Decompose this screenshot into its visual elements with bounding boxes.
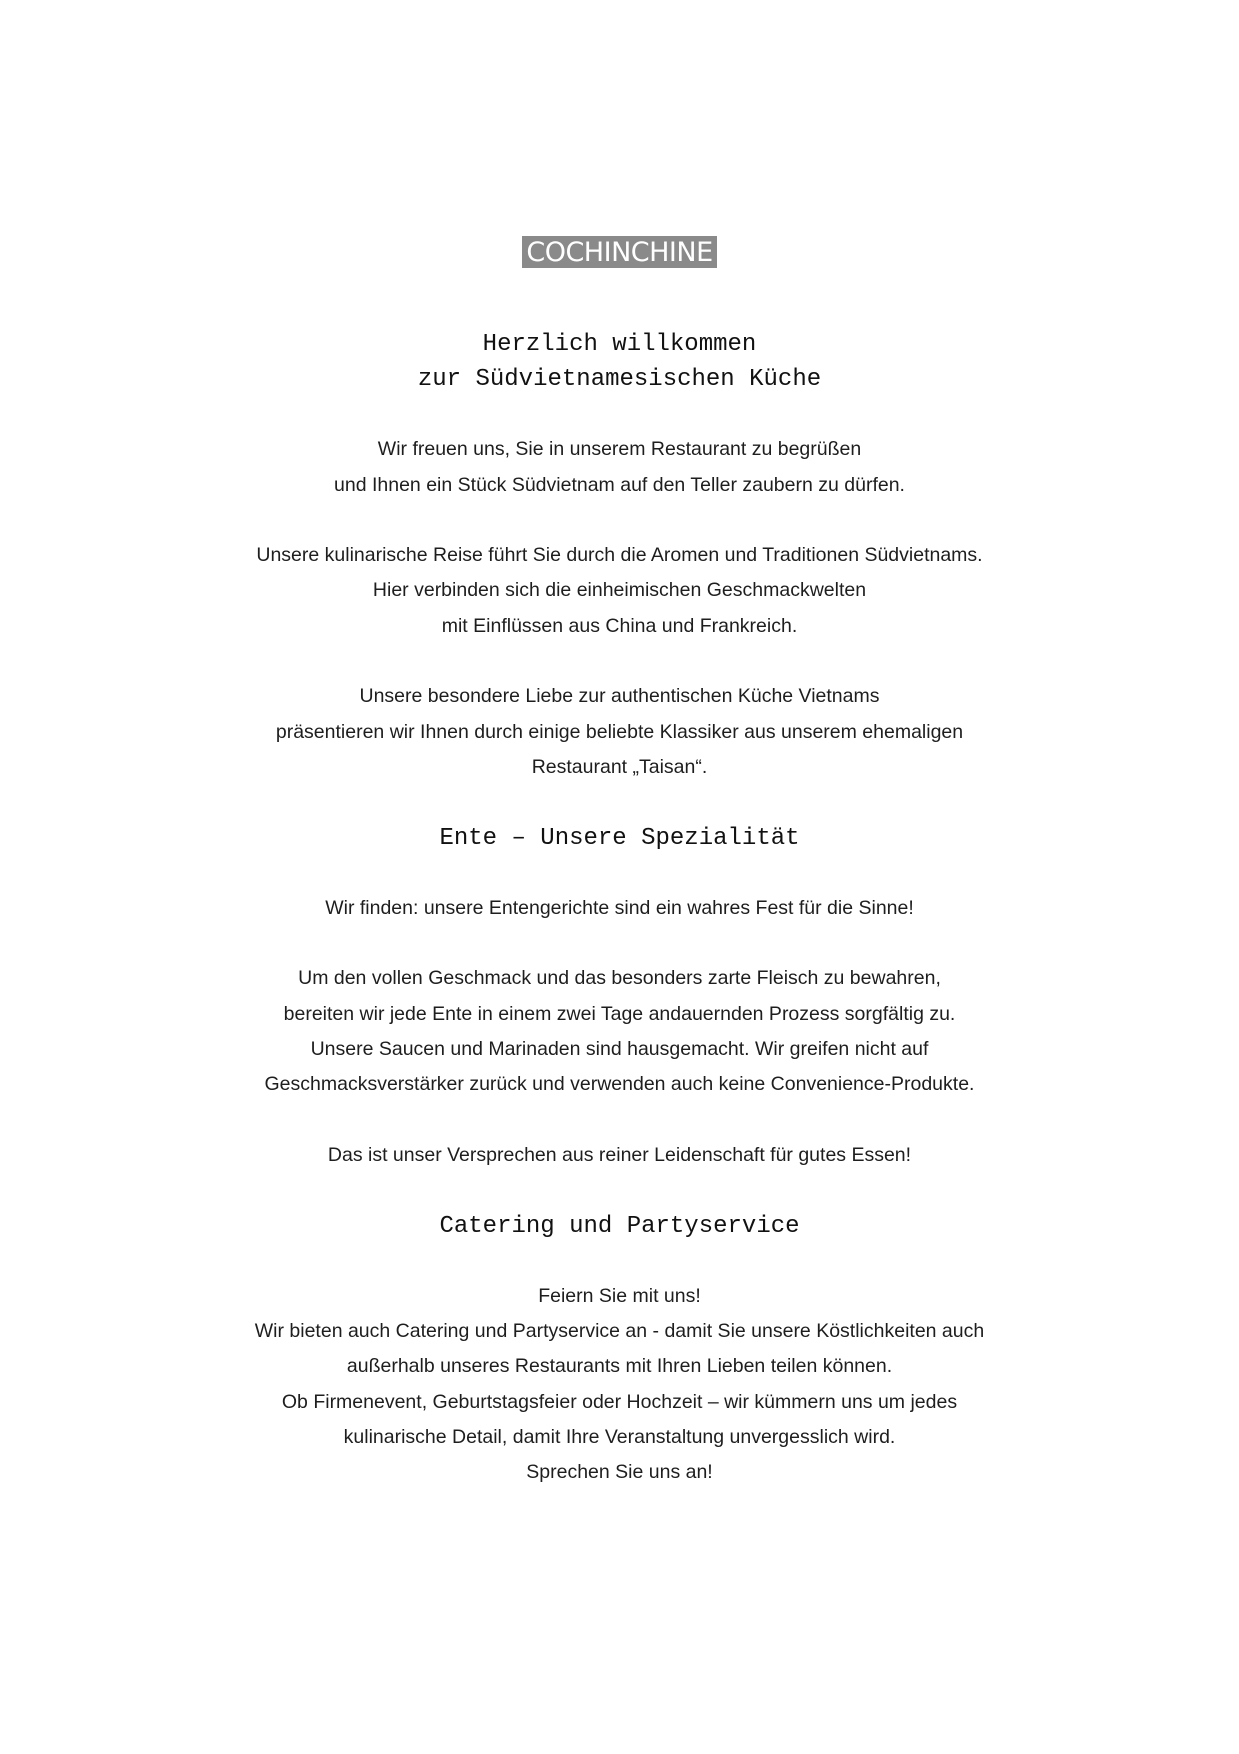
logo-container (0, 236, 1239, 268)
text-line: Wir finden: unsere Entengerichte sind ein wahres Fest für die Sinne! (325, 896, 914, 919)
text-line: Um den vollen Geschmack und das besonders zarte Fleisch zu bewahren, (298, 967, 941, 990)
duck-paragraph-3 (0, 1138, 1239, 1173)
duck-section (0, 821, 1239, 1174)
welcome-heading-line-2: zur Südvietnamesischen Küche (417, 366, 822, 393)
text-line: Wir bieten auch Catering und Partyservice an - damit Sie unsere Köstlichkeiten auch (254, 1320, 985, 1343)
text-line: Das ist unser Versprechen aus reiner Leidenschaft für gutes Essen! (327, 1143, 912, 1166)
text-line: Ob Firmenevent, Geburtstagsfeier oder Hochzeit – wir kümmern uns um jedes (281, 1390, 958, 1413)
spacer (0, 1173, 1239, 1208)
text-line: präsentieren wir Ihnen durch einige beliebte Klassiker aus unserem ehemaligen (275, 720, 964, 743)
welcome-section (0, 327, 1239, 785)
spacer (0, 785, 1239, 820)
text-line: Sprechen Sie uns an! (526, 1461, 713, 1484)
restaurant-logo: COCHINCHINE (522, 236, 716, 268)
spacer (0, 856, 1239, 891)
spacer (0, 1244, 1239, 1279)
text-line: Hier verbinden sich die einheimischen Geschmackwelten (372, 579, 867, 602)
spacer (0, 644, 1239, 679)
welcome-paragraph-3 (0, 679, 1239, 785)
text-line: Wir freuen uns, Sie in unserem Restaurant zu begrüßen (377, 438, 862, 461)
text-line: Unsere besondere Liebe zur authentischen Küche Vietnams (359, 685, 880, 708)
welcome-paragraph-1 (0, 432, 1239, 503)
text-line: bereiten wir jede Ente in einem zwei Tage andauernden Prozess sorgfältig zu. (283, 1002, 956, 1025)
catering-paragraph (0, 1279, 1239, 1491)
catering-section (0, 1209, 1239, 1491)
spacer (0, 926, 1239, 961)
welcome-paragraph-2 (0, 538, 1239, 644)
text-line: und Ihnen ein Stück Südvietnam auf den Teller zaubern zu dürfen. (334, 473, 905, 496)
text-line: Unsere Saucen und Marinaden sind hausgemacht. Wir greifen nicht auf (310, 1038, 929, 1061)
catering-heading: Catering und Partyservice (439, 1212, 800, 1240)
text-line: kulinarische Detail, damit Ihre Veranstaltung unvergesslich wird. (343, 1426, 896, 1449)
duck-paragraph-1 (0, 891, 1239, 926)
duck-heading: Ente – Unsere Spezialität (439, 824, 800, 852)
spacer (0, 503, 1239, 538)
text-line: außerhalb unseres Restaurants mit Ihren Lieben teilen können. (346, 1355, 893, 1378)
spacer (0, 1103, 1239, 1138)
welcome-heading-line-1: Herzlich willkommen (482, 331, 757, 358)
text-line: Geschmacksverstärker zurück und verwenden auch keine Convenience-Produkte. (264, 1073, 975, 1096)
text-line: Feiern Sie mit uns! (538, 1284, 701, 1307)
spacer (0, 397, 1239, 432)
text-line: mit Einflüssen aus China und Frankreich. (441, 614, 798, 637)
text-line: Restaurant „Taisan“. (531, 755, 708, 778)
text-line: Unsere kulinarische Reise führt Sie durch die Aromen und Traditionen Südvietnams. (256, 544, 983, 567)
page-content (0, 327, 1239, 1491)
duck-paragraph-2 (0, 961, 1239, 1102)
